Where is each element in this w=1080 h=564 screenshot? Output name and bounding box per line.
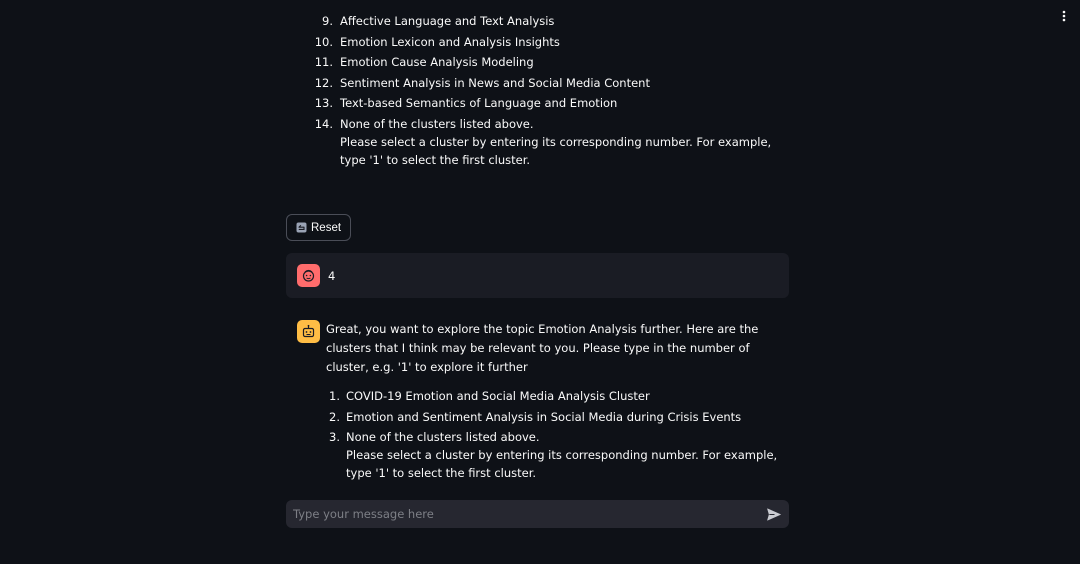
list-item-text: Emotion Cause Analysis Modeling <box>340 55 534 69</box>
list-item <box>326 387 789 405</box>
main-menu-button[interactable] <box>1056 8 1072 24</box>
user-avatar <box>297 264 320 287</box>
list-item-number: 10. <box>314 34 333 49</box>
assistant-message-body <box>326 320 789 482</box>
chat-input-container <box>286 500 789 528</box>
list-item <box>286 12 789 30</box>
reset-icon <box>296 222 307 233</box>
assistant-intro-text: Great, you want to explore the topic Emotion Analysis further. Here are the clusters that I think may be relevant to you. Please type in the number of cluster, e.g. '1' to explore it further <box>326 322 759 374</box>
list-item-number: 14. <box>314 116 333 131</box>
list-item-text: Sentiment Analysis in News and Social Media Content <box>340 75 650 90</box>
list-item-number: 9. <box>322 14 333 28</box>
list-item <box>286 53 789 71</box>
list-item-number: 1. <box>329 389 340 403</box>
list-item <box>286 74 789 92</box>
previous-assistant-message <box>286 14 789 171</box>
vertical-ellipsis-icon <box>1062 10 1066 22</box>
list-item-text-block <box>346 428 789 482</box>
list-item-text: None of the clusters listed above. <box>346 430 540 444</box>
list-item-text: Emotion and Sentiment Analysis in Social Media during Crisis Events <box>346 409 742 424</box>
list-item-text: None of the clusters listed above. <box>340 116 534 131</box>
instruction-text: Please select a cluster by entering its corresponding number. For example, type '1' to select the first cluster. <box>340 134 772 167</box>
list-item-text: COVID-19 Emotion and Social Media Analysis Cluster <box>346 389 650 403</box>
list-item-text-block <box>340 115 789 169</box>
user-message-text: 4 <box>328 268 336 283</box>
user-message <box>286 253 789 298</box>
robot-icon <box>301 324 316 339</box>
reset-button[interactable] <box>286 214 351 241</box>
list-item-number: 12. <box>314 75 333 90</box>
list-item-number: 13. <box>314 96 333 110</box>
list-item-number: 11. <box>314 55 333 69</box>
assistant-message <box>286 320 789 485</box>
assistant-avatar <box>297 320 320 343</box>
instruction-text: Please select a cluster by entering its corresponding number. For example, type '1' to select the first cluster. <box>346 448 778 480</box>
chat-input[interactable] <box>286 506 759 522</box>
send-button[interactable] <box>759 500 789 528</box>
list-item <box>286 94 789 112</box>
list-item <box>326 428 789 482</box>
list-item-number: 2. <box>329 409 340 424</box>
cluster-list <box>326 387 789 482</box>
list-item-text: Text-based Semantics of Language and Emotion <box>340 96 618 110</box>
list-item-text: Emotion Lexicon and Analysis Insights <box>340 34 560 49</box>
list-item-text: Affective Language and Text Analysis <box>340 14 555 28</box>
previous-cluster-list <box>286 12 789 169</box>
list-item <box>326 408 789 426</box>
send-icon <box>767 508 781 521</box>
list-item-number: 3. <box>329 430 340 444</box>
reset-button-label: Reset <box>311 221 342 234</box>
user-avatar-icon <box>301 268 316 283</box>
list-item <box>286 33 789 51</box>
list-item <box>286 115 789 169</box>
